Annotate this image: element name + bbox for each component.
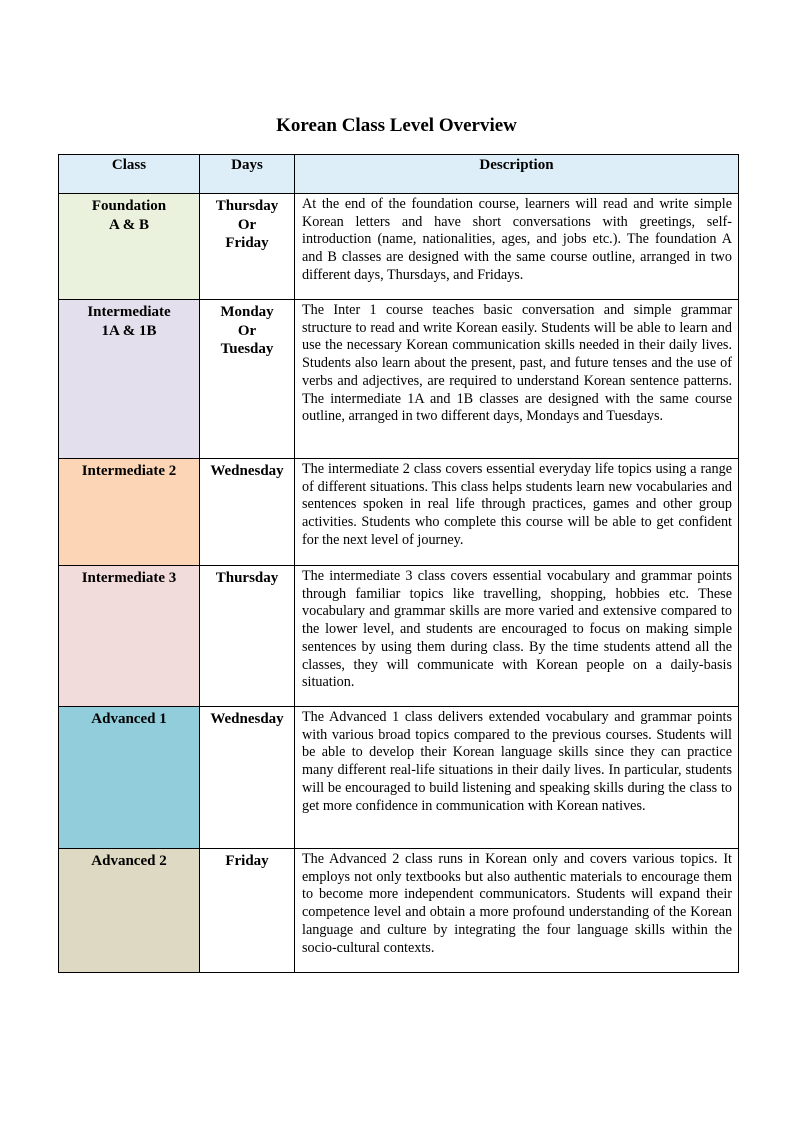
class-name-line: 1A & 1B <box>101 322 157 339</box>
class-cell <box>59 194 200 300</box>
class-name-line: Intermediate 3 <box>81 570 177 586</box>
day-line: Friday <box>225 853 269 869</box>
class-level-table <box>58 154 739 973</box>
header-days: Days <box>200 155 295 194</box>
days-cell <box>200 300 295 459</box>
table-row-intermediate-2 <box>59 459 739 566</box>
description-cell: At the end of the foundation course, learners will read and write simple Korean letters and have short conversations with greetings, self- introduction (name, nationalities, ages, and jobs etc.). The foundation A and B classes are designed with the same course outline, arranged in two different days, Thursdays, and Fridays. <box>295 194 739 300</box>
class-cell <box>59 300 200 459</box>
class-name-line: A & B <box>108 216 149 233</box>
class-name-line: Advanced 2 <box>91 853 167 869</box>
class-name-line: Intermediate 2 <box>81 463 177 479</box>
class-name-line: Advanced 1 <box>91 711 167 727</box>
description-cell: The Inter 1 course teaches basic conversation and simple grammar structure to read and write Korean easily. Students will be able to learn and use the necessary Korean communication skills needed in their daily lives. Students also learn about the present, past, and future tenses and the use of verbs and adjectives, are required to understand Korean sentence patterns. The intermediate 1A and 1B classes are designed with the same course outline, arranged in two different days, Mondays and Tuesdays. <box>295 300 739 459</box>
day-line: Or <box>237 216 257 233</box>
page-title: Korean Class Level Overview <box>276 115 517 136</box>
description-cell: The intermediate 2 class covers essential everyday life topics using a range of different situations. This class helps students learn new vocabularies and sentences spoken in real life through practices, games and other group activities. Students who complete this course will be able to get confident for the next level of journey. <box>295 459 739 566</box>
table-row-intermediate-1 <box>59 300 739 459</box>
days-cell <box>200 459 295 566</box>
days-cell <box>200 566 295 707</box>
table-row-advanced-1 <box>59 707 739 849</box>
day-line: Or <box>237 322 257 339</box>
day-line: Monday <box>220 304 274 320</box>
table-header-row <box>59 155 739 194</box>
class-name-line: Intermediate <box>87 304 171 320</box>
day-line: Wednesday <box>210 711 284 727</box>
table-row-advanced-2 <box>59 849 739 973</box>
day-line: Friday <box>225 235 269 251</box>
header-class: Class <box>59 155 200 194</box>
class-cell <box>59 849 200 973</box>
day-line: Tuesday <box>220 341 274 357</box>
table-row-intermediate-3 <box>59 566 739 707</box>
header-description: Description <box>295 155 739 194</box>
description-cell: The Advanced 1 class delivers extended vocabulary and grammar points with various broad topics compared to the previous courses. Students will be able to develop their Korean language skills since they can practice many different real-life situations in their daily lives. In particular, students will be encouraged to build listening and speaking skills during the class to get more confidence in communication with Korean natives. <box>295 707 739 849</box>
class-cell <box>59 459 200 566</box>
days-cell <box>200 707 295 849</box>
description-cell: The intermediate 3 class covers essential vocabulary and grammar points through familiar topics like travelling, shopping, hobbies etc. These vocabulary and grammar skills are more varied and extensive compared to the lower level, and students are encouraged to focus on making simple sentences by using them during class. By the time students attend all the classes, they will communicate with Korean people on a daily-basis situation. <box>295 566 739 707</box>
class-name-line: Foundation <box>91 198 167 214</box>
days-cell <box>200 194 295 300</box>
day-line: Wednesday <box>210 463 284 479</box>
description-cell: The Advanced 2 class runs in Korean only and covers various topics. It employs not only textbooks but also authentic materials to encourage them to become more independent communicators. Students will expand their competence level and obtain a more profound understanding of the Korean language and culture by integrating the four language skills within the socio-cultural contexts. <box>295 849 739 973</box>
day-line: Thursday <box>215 198 279 214</box>
class-cell <box>59 707 200 849</box>
day-line: Thursday <box>215 570 279 586</box>
table-row-foundation <box>59 194 739 300</box>
days-cell <box>200 849 295 973</box>
class-cell <box>59 566 200 707</box>
